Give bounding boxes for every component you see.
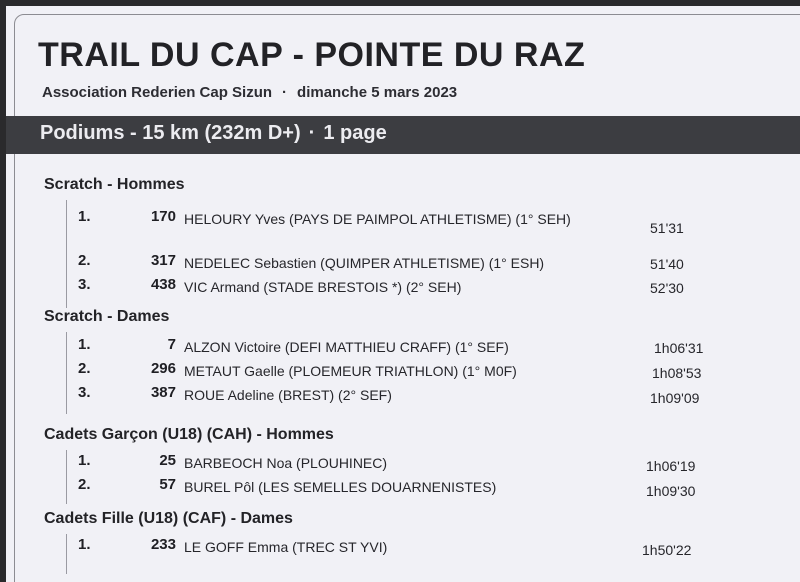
finish-time: 1h50'22	[642, 542, 692, 558]
bib-number: 438	[150, 276, 176, 293]
bib-number: 170	[150, 208, 176, 225]
category-title: Scratch - Dames	[44, 308, 170, 325]
category-title: Scratch - Hommes	[44, 176, 185, 193]
organizer: Association Rederien Cap Sizun	[42, 84, 273, 101]
rank: 3.	[78, 276, 91, 293]
finish-time: 52'30	[650, 280, 684, 296]
podium-list	[66, 200, 766, 308]
runner-name: ROUE Adeline (BREST) (2° SEF)	[184, 387, 392, 403]
rank: 2.	[78, 360, 91, 377]
runner-name: BUREL Pôl (LES SEMELLES DOUARNENISTES)	[184, 479, 497, 495]
section-bar	[6, 116, 800, 154]
bib-number: 7	[167, 336, 176, 353]
runner-name: VIC Armand (STADE BRESTOIS *) (2° SEH)	[184, 279, 462, 295]
runner-name: NEDELEC Sebastien (QUIMPER ATHLETISME) (1° ESH)	[184, 255, 545, 271]
result-row	[66, 476, 766, 498]
podium-list	[66, 450, 766, 504]
result-row	[66, 452, 766, 474]
result-row	[66, 336, 766, 358]
runner-name: METAUT Gaelle (PLOEMEUR TRIATHLON) (1° M0F)	[184, 363, 517, 379]
bib-number: 296	[150, 360, 176, 377]
results-sheet	[6, 6, 800, 582]
podium-list	[66, 332, 766, 414]
bib-number: 25	[159, 452, 176, 469]
event-subtitle	[42, 84, 457, 101]
result-row	[66, 384, 766, 406]
finish-time: 51'40	[650, 256, 684, 272]
page-count: 1 page	[323, 122, 387, 144]
bib-number: 387	[150, 384, 176, 401]
separator-dot: ·	[282, 84, 288, 101]
rank: 1.	[78, 336, 91, 353]
runner-name: ALZON Victoire (DEFI MATTHIEU CRAFF) (1° SEF)	[184, 339, 509, 355]
bib-number: 57	[159, 476, 176, 493]
result-row	[66, 360, 766, 382]
finish-time: 1h09'30	[646, 483, 696, 499]
category-title: Cadets Garçon (U18) (CAH) - Hommes	[44, 426, 334, 443]
result-row	[66, 208, 766, 236]
bib-number: 233	[150, 536, 176, 553]
runner-name: BARBEOCH Noa (PLOUHINEC)	[184, 455, 388, 471]
finish-time: 1h06'19	[646, 458, 696, 474]
event-date: dimanche 5 mars 2023	[297, 84, 458, 101]
rank: 3.	[78, 384, 91, 401]
result-row	[66, 252, 766, 274]
rank: 1.	[78, 208, 91, 225]
separator-dot: ·	[308, 122, 316, 144]
finish-time: 1h06'31	[654, 340, 704, 356]
race-label: Podiums - 15 km (232m D+)	[40, 122, 301, 144]
runner-name: LE GOFF Emma (TREC ST YVI)	[184, 539, 388, 555]
rank: 1.	[78, 452, 91, 469]
podium-list	[66, 534, 766, 574]
bib-number: 317	[150, 252, 176, 269]
finish-time: 1h08'53	[652, 365, 702, 381]
rank: 2.	[78, 252, 91, 269]
rank: 2.	[78, 476, 91, 493]
finish-time: 51'31	[650, 220, 684, 236]
result-row	[66, 276, 766, 298]
rank: 1.	[78, 536, 91, 553]
category-title: Cadets Fille (U18) (CAF) - Dames	[44, 510, 293, 527]
result-row	[66, 536, 766, 558]
finish-time: 1h09'09	[650, 390, 700, 406]
event-title: TRAIL DU CAP - POINTE DU RAZ	[38, 36, 586, 74]
runner-name: HELOURY Yves (PAYS DE PAIMPOL ATHLETISME) (1° SEH)	[184, 211, 571, 227]
